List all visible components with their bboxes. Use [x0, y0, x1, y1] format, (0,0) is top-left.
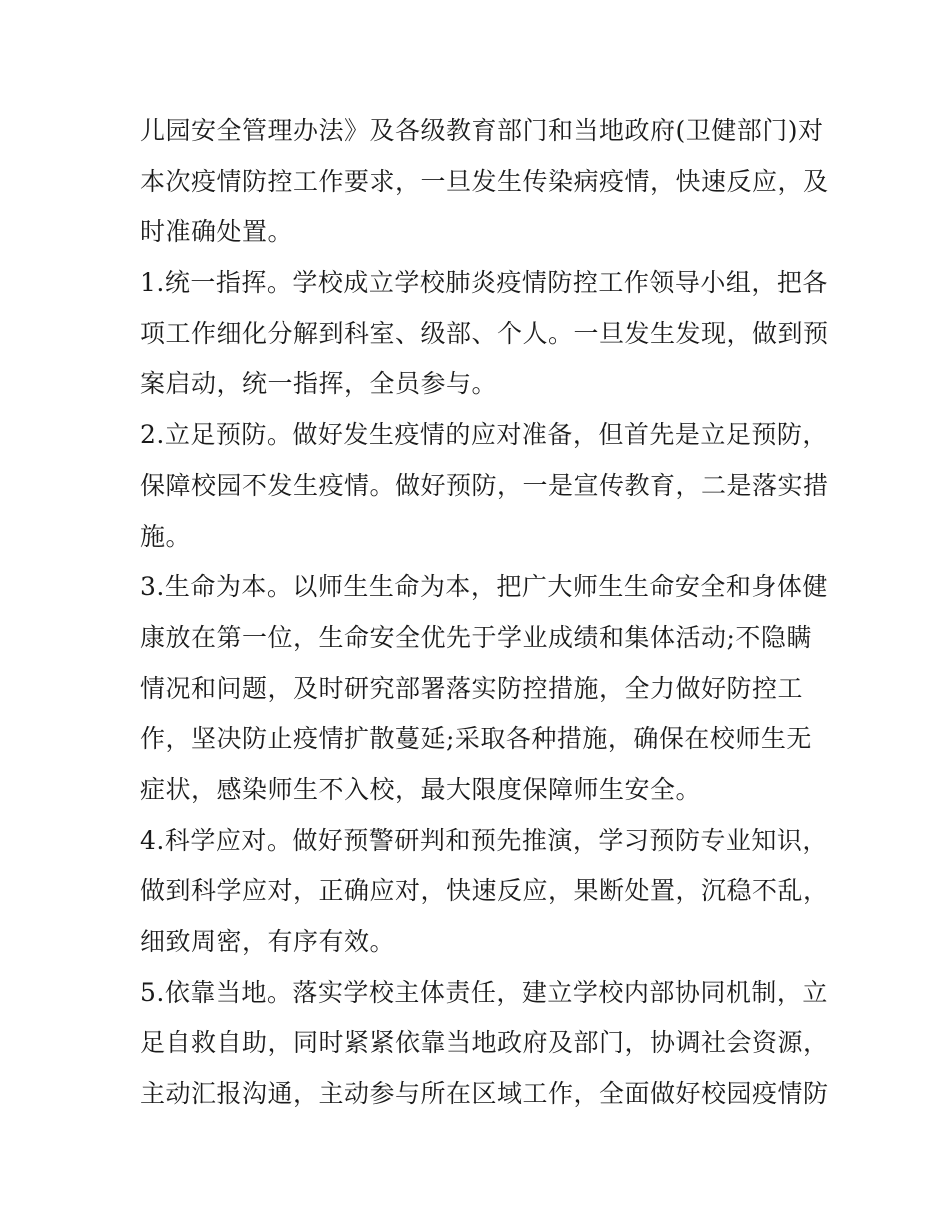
text-line: 案启动，统一指挥，全员参与。 [140, 369, 498, 399]
text-line: 做到科学应对，正确应对，快速反应，果断处置，沉稳不乱， [140, 876, 829, 906]
text-line: 情况和问题，及时研究部署落实防控措施，全力做好防控工 [140, 673, 804, 703]
document-body [140, 106, 830, 1120]
text-line: 4.科学应对。做好预警研判和预先推演，学习预防专业知识， [140, 825, 828, 855]
text-line: 主动汇报沟通，主动参与所在区域工作，全面做好校园疫情防 [140, 1079, 829, 1109]
text-line: 细致周密，有序有效。 [140, 927, 396, 956]
text-line: 足自救自助，同时紧紧依靠当地政府及部门，协调社会资源， [140, 1028, 829, 1058]
text-line: 项工作细化分解到科室、级部、个人。一旦发生发现，做到预 [140, 318, 829, 348]
text-line: 1.统一指挥。学校成立学校肺炎疫情防控工作领导小组，把各 [140, 268, 828, 298]
text-line: 儿园安全管理办法》及各级教育部门和当地政府(卫健部门)对 [140, 116, 824, 145]
text-line: 本次疫情防控工作要求，一旦发生传染病疫情，快速反应，及 [140, 166, 829, 196]
text-line: 5.依靠当地。落实学校主体责任，建立学校内部协同机制，立 [140, 977, 828, 1007]
text-line: 康放在第一位，生命安全优先于学业成绩和集体活动;不隐瞒 [140, 622, 812, 652]
text-line: 保障校园不发生疫情。做好预防，一是宣传教育，二是落实措 [140, 470, 829, 500]
text-line: 作，坚决防止疫情扩散蔓延;采取各种措施，确保在校师生无 [140, 724, 812, 754]
text-line: 2.立足预防。做好发生疫情的应对准备，但首先是立足预防， [140, 420, 828, 450]
text-line: 3.生命为本。以师生生命为本，把广大师生生命安全和身体健 [140, 572, 828, 602]
text-line: 施。 [140, 521, 192, 551]
text-line: 时准确处置。 [140, 217, 294, 247]
text-line: 症状，感染师生不入校，最大限度保障师生安全。 [140, 774, 702, 804]
